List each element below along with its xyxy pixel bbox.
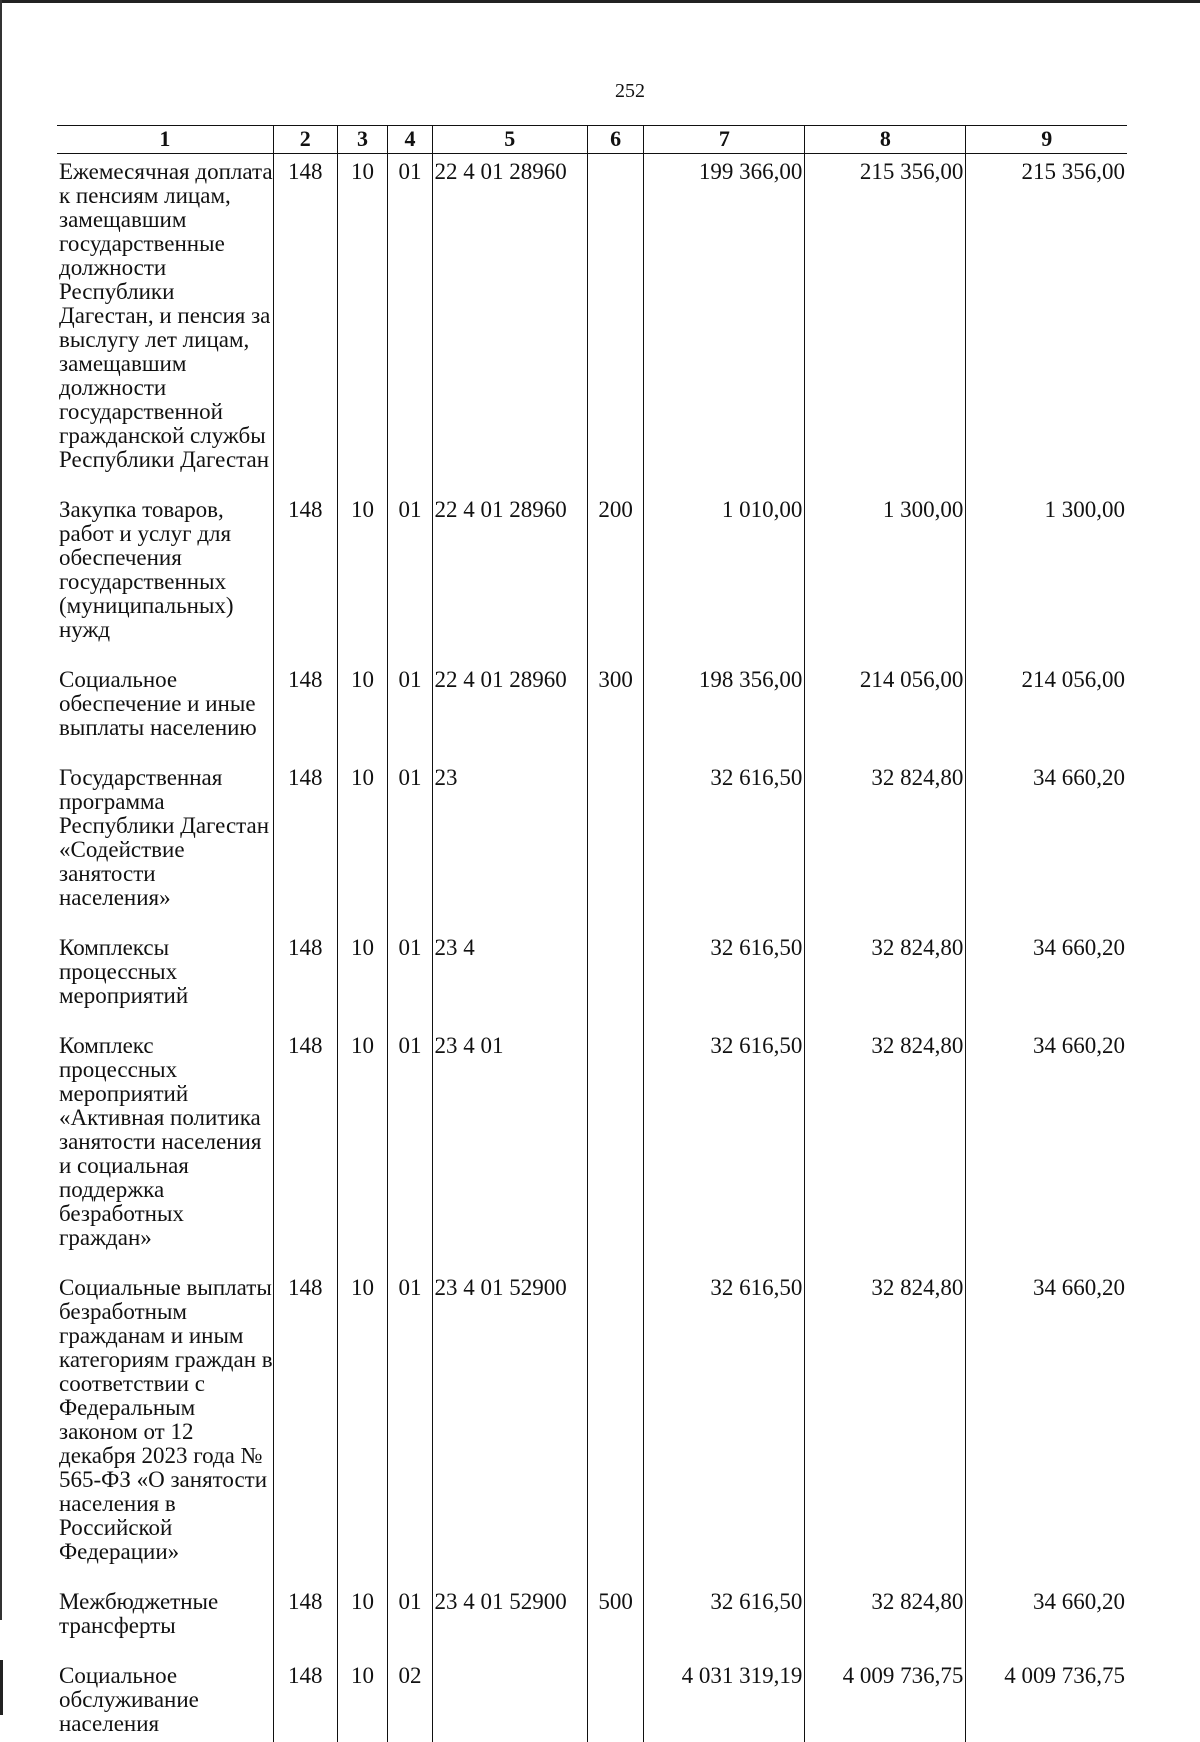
cell-c2: 148 [273,930,337,1028]
row-name: Комплекс процессных мероприятий «Активная политика занятости населения и социальная поддержка безработных граждан» [59,1033,262,1250]
cell-c4: 01 [388,492,432,662]
cell-c8: 4 009 736,75 [805,1658,966,1742]
scan-edge-left-bottom [0,1660,3,1715]
cell-c8: 32 824,80 [805,1270,966,1584]
cell-c8: 32 824,80 [805,1584,966,1658]
cell-c8: 214 056,00 [805,662,966,760]
cell-c3: 10 [337,760,388,930]
cell-c8: 215 356,00 [805,154,966,493]
cell-c7: 1 010,00 [644,492,805,662]
cell-c6 [588,760,644,930]
cell-c6: 200 [588,492,644,662]
budget-table [57,125,1127,1742]
row-name: Ежемесячная доплата к пенсиям лицам, замещавшим государственные должности Республики Дагестан, и пенсия за выслугу лет лицам, замещавшим должности государственной гражданской службы Республики Дагестан [59,159,273,472]
cell-c2: 148 [273,1028,337,1270]
cell-c9: 214 056,00 [966,662,1127,760]
column-header: 2 [273,126,337,154]
cell-c3: 10 [337,154,388,493]
cell-c5: 22 4 01 28960 [432,492,588,662]
row-name: Межбюджетные трансферты [59,1589,219,1638]
cell-c9: 34 660,20 [966,1270,1127,1584]
cell-c6: 300 [588,662,644,760]
cell-c5: 22 4 01 28960 [432,154,588,493]
cell-c2: 148 [273,1270,337,1584]
cell-c7: 198 356,00 [644,662,805,760]
scan-edge-top [0,0,1200,3]
cell-c4: 01 [388,154,432,493]
cell-c6 [588,930,644,1028]
row-name: Государственная программа Республики Дагестан «Содействие занятости населения» [59,765,269,910]
cell-c4: 01 [388,1584,432,1658]
cell-c9: 34 660,20 [966,760,1127,930]
column-header: 3 [337,126,388,154]
table-row [57,1658,1127,1742]
cell-c5: 22 4 01 28960 [432,662,588,760]
cell-c2: 148 [273,154,337,493]
cell-c2: 148 [273,1584,337,1658]
cell-c9: 1 300,00 [966,492,1127,662]
page-number: 252 [615,80,645,102]
cell-c9: 215 356,00 [966,154,1127,493]
cell-c7: 32 616,50 [644,760,805,930]
column-header: 7 [644,126,805,154]
row-name: Социальное обеспечение и иные выплаты населению [59,667,257,740]
cell-c2: 148 [273,760,337,930]
cell-c6 [588,154,644,493]
table-row [57,662,1127,760]
column-header: 8 [805,126,966,154]
table-row [57,1584,1127,1658]
cell-c3: 10 [337,1584,388,1658]
cell-c5: 23 4 [432,930,588,1028]
cell-c8: 32 824,80 [805,760,966,930]
table-row [57,492,1127,662]
cell-c2: 148 [273,492,337,662]
cell-c9: 34 660,20 [966,930,1127,1028]
row-name: Социальное обслуживание населения [59,1663,199,1736]
cell-c3: 10 [337,662,388,760]
cell-c2: 148 [273,1658,337,1742]
cell-c7: 32 616,50 [644,1584,805,1658]
cell-c3: 10 [337,1270,388,1584]
cell-c4: 02 [388,1658,432,1742]
cell-c2: 148 [273,662,337,760]
cell-c9: 34 660,20 [966,1584,1127,1658]
cell-c8: 1 300,00 [805,492,966,662]
cell-c4: 01 [388,1028,432,1270]
row-name: Социальные выплаты безработным гражданам и иным категориям граждан в соответствии с Федеральным законом от 12 декабря 2023 года № 565-ФЗ «О занятости населения в Российской Федерации» [59,1275,273,1564]
column-header: 5 [432,126,588,154]
cell-c8: 32 824,80 [805,930,966,1028]
cell-c6 [588,1270,644,1584]
row-name: Комплексы процессных мероприятий [59,935,189,1008]
cell-c4: 01 [388,930,432,1028]
cell-c5 [432,1658,588,1742]
row-name: Закупка товаров, работ и услуг для обеспечения государственных (муниципальных) нужд [59,497,234,642]
table-row [57,760,1127,930]
cell-c6: 500 [588,1584,644,1658]
cell-c3: 10 [337,930,388,1028]
cell-c3: 10 [337,1658,388,1742]
cell-c3: 10 [337,492,388,662]
table-row [57,930,1127,1028]
cell-c4: 01 [388,662,432,760]
column-header: 9 [966,126,1127,154]
cell-c6 [588,1658,644,1742]
cell-c3: 10 [337,1028,388,1270]
column-header: 6 [588,126,644,154]
cell-c8: 32 824,80 [805,1028,966,1270]
table-row [57,1028,1127,1270]
scan-edge-left [0,0,2,1620]
cell-c7: 199 366,00 [644,154,805,493]
cell-c9: 4 009 736,75 [966,1658,1127,1742]
cell-c4: 01 [388,1270,432,1584]
cell-c5: 23 4 01 [432,1028,588,1270]
cell-c6 [588,1028,644,1270]
cell-c4: 01 [388,760,432,930]
table-row [57,154,1127,493]
table-row [57,1270,1127,1584]
cell-c5: 23 4 01 52900 [432,1270,588,1584]
column-header: 4 [388,126,432,154]
cell-c7: 32 616,50 [644,1028,805,1270]
cell-c7: 32 616,50 [644,1270,805,1584]
cell-c5: 23 [432,760,588,930]
cell-c5: 23 4 01 52900 [432,1584,588,1658]
cell-c7: 4 031 319,19 [644,1658,805,1742]
cell-c9: 34 660,20 [966,1028,1127,1270]
cell-c7: 32 616,50 [644,930,805,1028]
header-row [57,126,1127,154]
column-header: 1 [57,126,273,154]
